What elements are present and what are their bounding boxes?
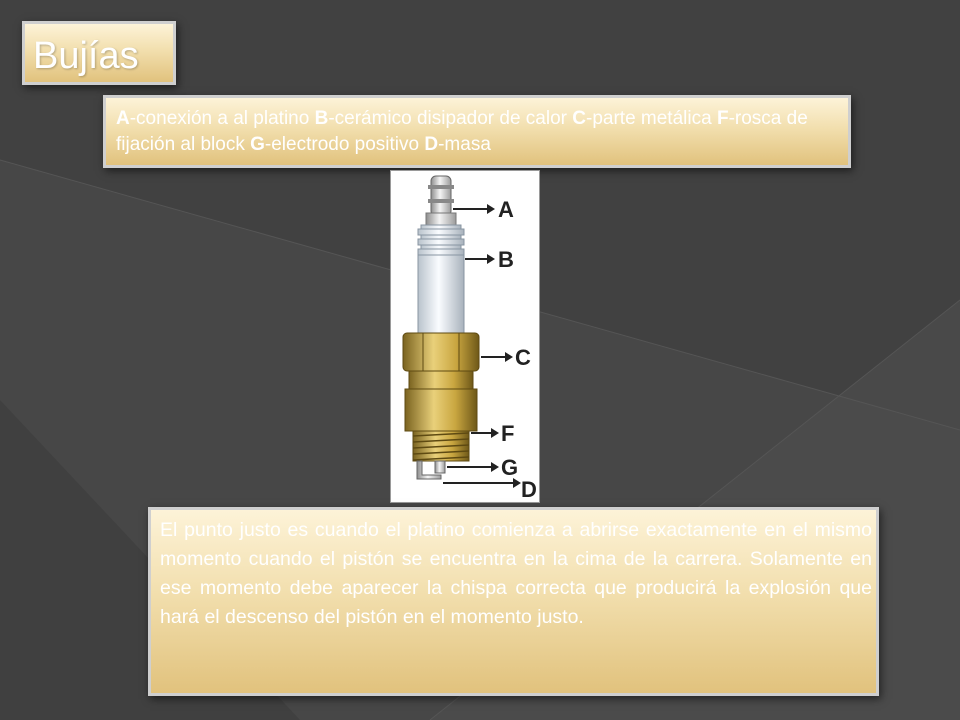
caption-letter: D [424, 134, 439, 155]
spark-plug-illustration [391, 171, 539, 502]
caption-description: -parte metálica [586, 108, 717, 129]
caption-description: -cerámico disipador de calor [328, 108, 573, 129]
slide-title: Bujías [33, 35, 139, 77]
label-a: A [498, 197, 514, 222]
caption-letter: C [572, 108, 586, 129]
label-c: C [515, 345, 531, 370]
caption-description: -conexión a al platino [129, 108, 315, 129]
label-d: D [521, 477, 537, 502]
caption-description: -rosca de fijación al block [116, 108, 808, 155]
caption-description: -masa [438, 134, 491, 155]
title-box [22, 21, 176, 85]
label-b: B [498, 247, 514, 272]
caption-box [103, 95, 851, 168]
body-text-box [148, 507, 879, 696]
caption-letter: B [314, 108, 329, 129]
caption-letter: G [250, 134, 265, 155]
caption-description: -electrodo positivo [264, 134, 425, 155]
label-g: G [501, 455, 519, 480]
caption-letter: F [716, 108, 729, 129]
label-f: F [501, 421, 515, 446]
caption-text [116, 106, 842, 158]
caption-letter: A [116, 108, 130, 129]
body-paragraph: El punto justo es cuando el platino comienza a abrirse exactamente en el mismo momento cuando el pistón se encuentra en la cima de la carrera. Solamente en ese momento debe aparecer la chispa correcta que producirá la explosión que hará el descenso del pistón en el momento justo. [160, 519, 872, 628]
spark-plug-image [390, 170, 540, 503]
